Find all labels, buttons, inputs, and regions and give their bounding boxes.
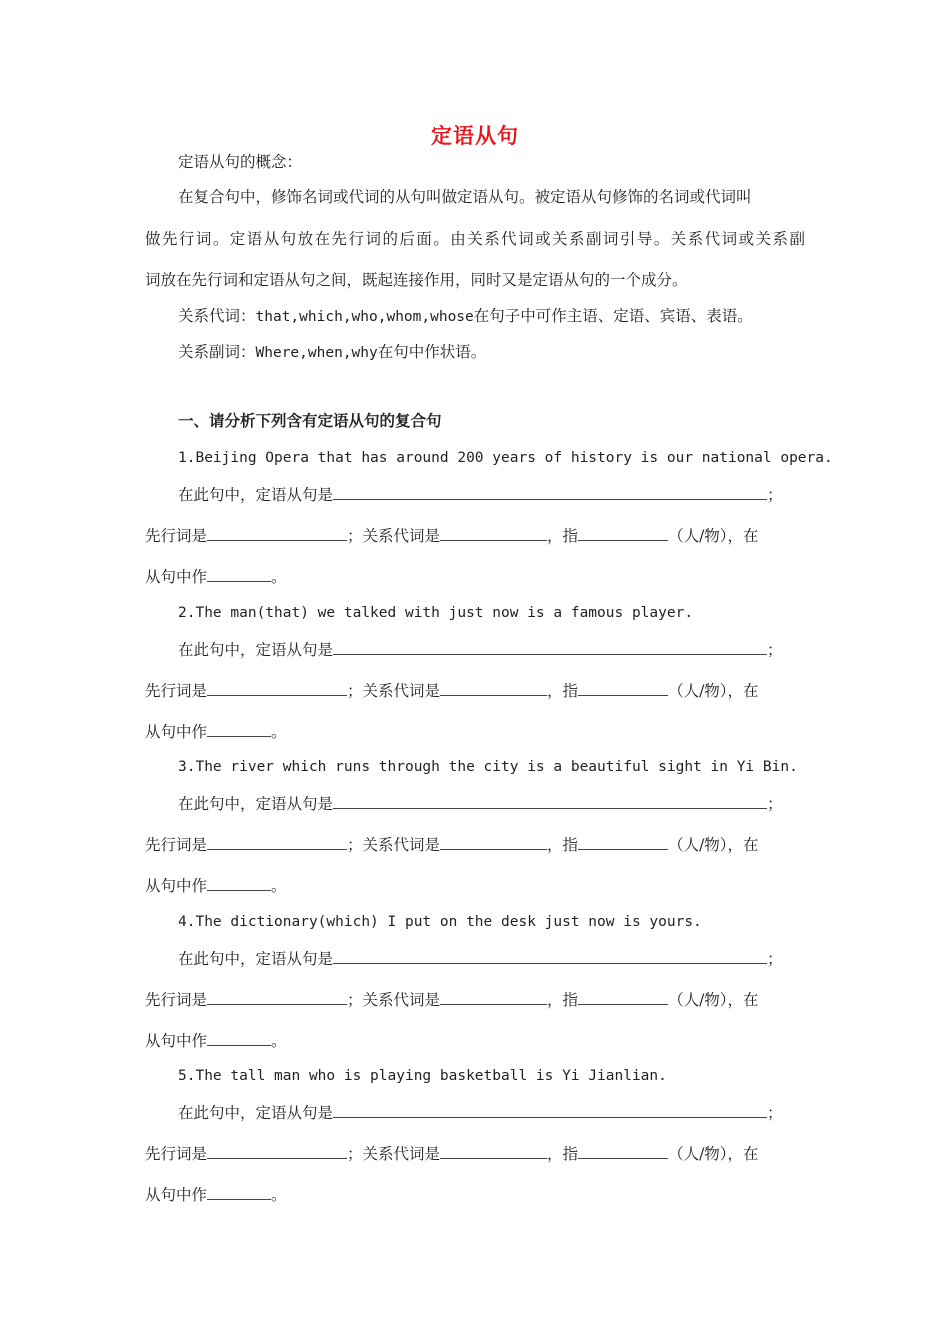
pronoun-answer-blank[interactable] <box>440 833 547 850</box>
relative-pronouns-line <box>178 306 753 327</box>
role-prompt: 从句中作 <box>145 1186 208 1204</box>
period: 。 <box>271 877 287 895</box>
person-thing-note: （人/物），在 <box>668 527 759 545</box>
semicolon: ； <box>347 681 363 700</box>
antecedent-answer-blank[interactable] <box>207 524 347 541</box>
refers-prompt: ，指 <box>547 836 579 854</box>
relative-adverbs-line <box>178 342 486 363</box>
refers-answer-blank[interactable] <box>578 679 668 696</box>
pronoun-prompt: 关系代词是 <box>362 836 441 854</box>
role-answer-blank[interactable] <box>207 720 271 737</box>
antecedent-answer-blank[interactable] <box>207 1142 347 1159</box>
person-thing-note: （人/物），在 <box>668 681 759 700</box>
semicolon: ； <box>767 795 783 813</box>
clause-prompt: 在此句中，定语从句是 <box>178 486 334 504</box>
period: 。 <box>271 1031 287 1050</box>
pronoun-prompt: 关系代词是 <box>362 990 441 1009</box>
person-thing-note: （人/物），在 <box>668 1145 759 1163</box>
semicolon: ； <box>767 486 783 504</box>
exercise-antecedent-line <box>145 524 759 546</box>
antecedent-prompt: 先行词是 <box>145 681 208 700</box>
concept-heading: 定语从句的概念： <box>178 153 303 171</box>
exercise-sentence: 2.The man(that) we talked with just now is a famous player. <box>178 604 694 621</box>
pronoun-answer-blank[interactable] <box>440 1142 547 1159</box>
exercise-clause-line <box>178 638 783 660</box>
concept-paragraph-line-3: 词放在先行词和定语从句之间，既起连接作用，同时又是定语从句的一个成分。 <box>145 271 688 289</box>
exercise-sentence: 4.The dictionary(which) I put on the desk just now is yours. <box>178 913 702 930</box>
semicolon: ； <box>767 949 783 968</box>
clause-prompt: 在此句中，定语从句是 <box>178 1104 334 1122</box>
clause-prompt: 在此句中，定语从句是 <box>178 640 334 659</box>
antecedent-prompt: 先行词是 <box>145 836 208 854</box>
exercise-clause-line <box>178 792 783 814</box>
role-prompt: 从句中作 <box>145 722 208 741</box>
exercise-role-line <box>145 565 287 587</box>
refers-prompt: ，指 <box>547 681 579 700</box>
antecedent-answer-blank[interactable] <box>207 833 347 850</box>
concept-paragraph-line-1: 在复合句中，修饰名词或代词的从句叫做定语从句。被定语从句修饰的名词或代词叫 <box>178 188 752 206</box>
section-1-heading: 一、请分析下列含有定语从句的复合句 <box>178 412 442 430</box>
clause-prompt: 在此句中，定语从句是 <box>178 949 334 968</box>
antecedent-prompt: 先行词是 <box>145 990 208 1009</box>
exercise-sentence: 5.The tall man who is playing basketball is Yi Jianlian. <box>178 1068 667 1084</box>
clause-prompt: 在此句中，定语从句是 <box>178 795 334 813</box>
exercise-role-line <box>145 874 287 896</box>
relative-adverbs-list: Where,when,why <box>255 345 378 361</box>
exercise-role-line <box>145 1029 287 1051</box>
exercise-antecedent-line <box>145 833 759 855</box>
exercise-antecedent-line <box>145 988 759 1010</box>
person-thing-note: （人/物），在 <box>668 836 759 854</box>
pronoun-answer-blank[interactable] <box>440 679 547 696</box>
period: 。 <box>271 568 287 586</box>
role-answer-blank[interactable] <box>207 874 271 891</box>
clause-answer-blank[interactable] <box>333 483 767 500</box>
relative-pronouns-label: 关系代词： <box>178 307 256 325</box>
refers-answer-blank[interactable] <box>578 988 668 1005</box>
clause-answer-blank[interactable] <box>333 947 767 964</box>
antecedent-answer-blank[interactable] <box>207 988 347 1005</box>
clause-answer-blank[interactable] <box>333 638 767 655</box>
clause-answer-blank[interactable] <box>333 792 767 809</box>
clause-answer-blank[interactable] <box>333 1101 767 1118</box>
exercise-role-line <box>145 720 287 742</box>
semicolon: ； <box>767 640 783 659</box>
pronoun-answer-blank[interactable] <box>440 524 547 541</box>
exercise-clause-line <box>178 1101 783 1123</box>
role-answer-blank[interactable] <box>207 565 271 582</box>
semicolon: ； <box>347 527 363 545</box>
exercise-clause-line <box>178 483 783 505</box>
role-prompt: 从句中作 <box>145 1031 208 1050</box>
pronoun-prompt: 关系代词是 <box>362 1145 441 1163</box>
refers-answer-blank[interactable] <box>578 524 668 541</box>
page-title: 定语从句 <box>431 124 519 148</box>
semicolon: ； <box>347 990 363 1009</box>
antecedent-prompt: 先行词是 <box>145 527 208 545</box>
role-answer-blank[interactable] <box>207 1029 271 1046</box>
relative-adverbs-label: 关系副词： <box>178 343 256 361</box>
role-prompt: 从句中作 <box>145 877 208 895</box>
antecedent-prompt: 先行词是 <box>145 1145 208 1163</box>
semicolon: ； <box>767 1104 783 1122</box>
antecedent-answer-blank[interactable] <box>207 679 347 696</box>
role-prompt: 从句中作 <box>145 568 208 586</box>
period: 。 <box>271 1186 287 1204</box>
exercise-sentence: 3.The river which runs through the city is a beautiful sight in Yi Bin. <box>178 759 798 775</box>
person-thing-note: （人/物），在 <box>668 990 759 1009</box>
refers-prompt: ，指 <box>547 1145 579 1163</box>
relative-pronouns-desc: 在句子中可作主语、定语、宾语、表语。 <box>473 307 753 325</box>
exercise-clause-line <box>178 947 783 969</box>
exercise-antecedent-line <box>145 1142 759 1164</box>
relative-adverbs-desc: 在句中作状语。 <box>377 343 487 361</box>
pronoun-prompt: 关系代词是 <box>362 681 441 700</box>
exercise-role-line <box>145 1183 287 1205</box>
exercise-sentence: 1.Beijing Opera that has around 200 years of history is our national opera. <box>178 450 833 466</box>
pronoun-answer-blank[interactable] <box>440 988 547 1005</box>
exercise-antecedent-line <box>145 679 759 701</box>
period: 。 <box>271 722 287 741</box>
refers-prompt: ，指 <box>547 527 579 545</box>
pronoun-prompt: 关系代词是 <box>362 527 441 545</box>
role-answer-blank[interactable] <box>207 1183 271 1200</box>
semicolon: ； <box>347 1145 363 1163</box>
concept-paragraph-line-2: 做先行词。定语从句放在先行词的后面。由关系代词或关系副词引导。关系代词或关系副 <box>145 230 805 248</box>
refers-answer-blank[interactable] <box>578 833 668 850</box>
semicolon: ； <box>347 836 363 854</box>
refers-prompt: ，指 <box>547 990 579 1009</box>
refers-answer-blank[interactable] <box>578 1142 668 1159</box>
relative-pronouns-list: that,which,who,whom,whose <box>255 309 474 325</box>
